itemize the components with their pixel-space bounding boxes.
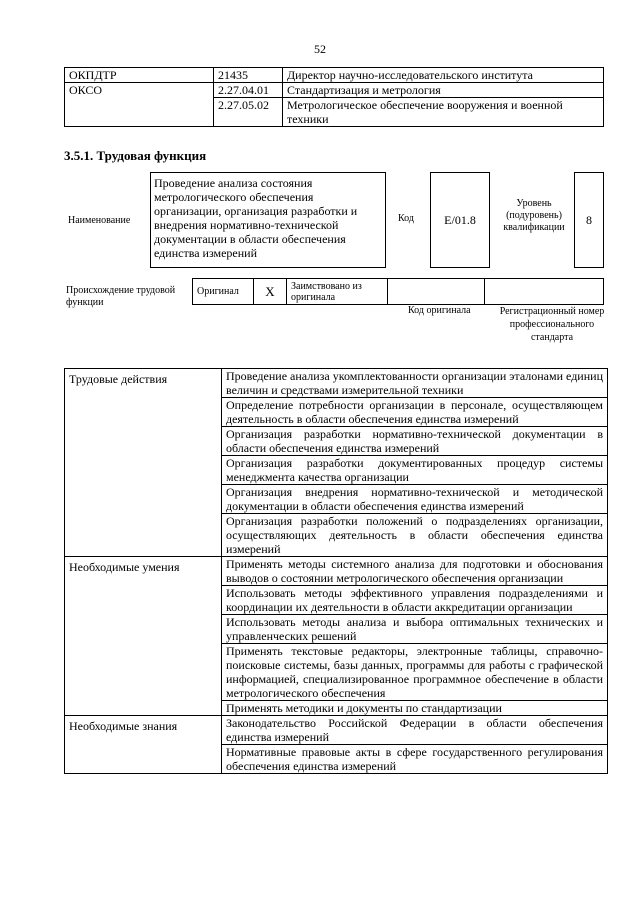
table-row bbox=[65, 557, 608, 586]
classification-table bbox=[64, 67, 604, 127]
code-name: ОКПДТР bbox=[65, 68, 214, 83]
table-row bbox=[65, 369, 608, 398]
section-title: 3.5.1. Трудовая функция bbox=[64, 148, 207, 163]
table-row bbox=[65, 716, 608, 745]
borrowed-cell: Заимствовано из оригинала bbox=[287, 279, 388, 305]
code-label: Код bbox=[398, 213, 414, 224]
table-row bbox=[193, 279, 604, 305]
list-item: Использовать методы анализа и выбора оптимальных технических и управленческих решений bbox=[222, 615, 608, 644]
origin-label: Происхождение трудовой функции bbox=[66, 285, 176, 308]
code-desc: Директор научно-исследовательского института bbox=[283, 68, 604, 83]
code-desc: Метрологическое обеспечение вооружения и военной техники bbox=[283, 98, 604, 127]
list-item: Проведение анализа укомплектованности организации эталонами единиц величин и средствами измерительной техники bbox=[222, 369, 608, 398]
code-original-cell bbox=[388, 279, 485, 305]
list-item: Организация разработки документированных процедур системы менеджмента качества организации bbox=[222, 456, 608, 485]
list-item: Организация разработки положений о подразделениях организации, осуществляющих деятельность в области обеспечения единства измерений bbox=[222, 514, 608, 557]
naming-label: Наименование bbox=[68, 215, 131, 226]
original-mark: X bbox=[254, 279, 287, 305]
list-item: Применять методы системного анализа для подготовки и обоснования выводов о состоянии метрологического обеспечения организации bbox=[222, 557, 608, 586]
table-row bbox=[65, 83, 604, 98]
code-original-caption: Код оригинала bbox=[408, 305, 471, 316]
level-box: 8 bbox=[574, 172, 604, 268]
category-knowledge: Необходимые знания bbox=[65, 716, 222, 774]
functions-table bbox=[64, 368, 608, 774]
list-item: Применять текстовые редакторы, электронные таблицы, справочно-поисковые системы, базы данных, программы для работы с графической информацией, специализированное программное обеспечение в области метрологического обеспечения bbox=[222, 644, 608, 701]
list-item: Организация разработки нормативно-технической документации в области обеспечения единства измерений bbox=[222, 427, 608, 456]
list-item: Организация внедрения нормативно-технической и методической документации в области обеспечения единства измерений bbox=[222, 485, 608, 514]
page-number: 52 bbox=[314, 42, 326, 56]
list-item: Законодательство Российской Федерации в области обеспечения единства измерений bbox=[222, 716, 608, 745]
list-item: Применять методики и документы по стандартизации bbox=[222, 701, 608, 716]
list-item: Использовать методы эффективного управления подразделениями и координации их деятельности в области аккредитации организации bbox=[222, 586, 608, 615]
code-value: 2.27.04.01 bbox=[214, 83, 283, 98]
origin-table bbox=[192, 278, 604, 305]
code-value: 21435 bbox=[214, 68, 283, 83]
level-label: Уровень (подуровень) квалификации bbox=[503, 198, 565, 233]
code-desc: Стандартизация и метрология bbox=[283, 83, 604, 98]
list-item: Определение потребности организации в персонале, осуществляющем деятельность в области обеспечения единства измерений bbox=[222, 398, 608, 427]
original-cell: Оригинал bbox=[193, 279, 254, 305]
function-code-box: E/01.8 bbox=[430, 172, 490, 268]
reg-number-cell bbox=[485, 279, 604, 305]
table-row bbox=[65, 68, 604, 83]
code-name: ОКСО bbox=[65, 83, 214, 127]
category-actions: Трудовые действия bbox=[65, 369, 222, 557]
code-value: 2.27.05.02 bbox=[214, 98, 283, 127]
category-skills: Необходимые умения bbox=[65, 557, 222, 716]
function-name-box: Проведение анализа состояния метрологического обеспечения организации, организация разработки и внедрения нормативно-технической документации в области обеспечения единства измерений bbox=[150, 172, 386, 268]
reg-number-caption: Регистрационный номер профессионального стандарта bbox=[499, 306, 605, 343]
list-item: Нормативные правовые акты в сфере государственного регулирования обеспечения единства измерений bbox=[222, 745, 608, 774]
